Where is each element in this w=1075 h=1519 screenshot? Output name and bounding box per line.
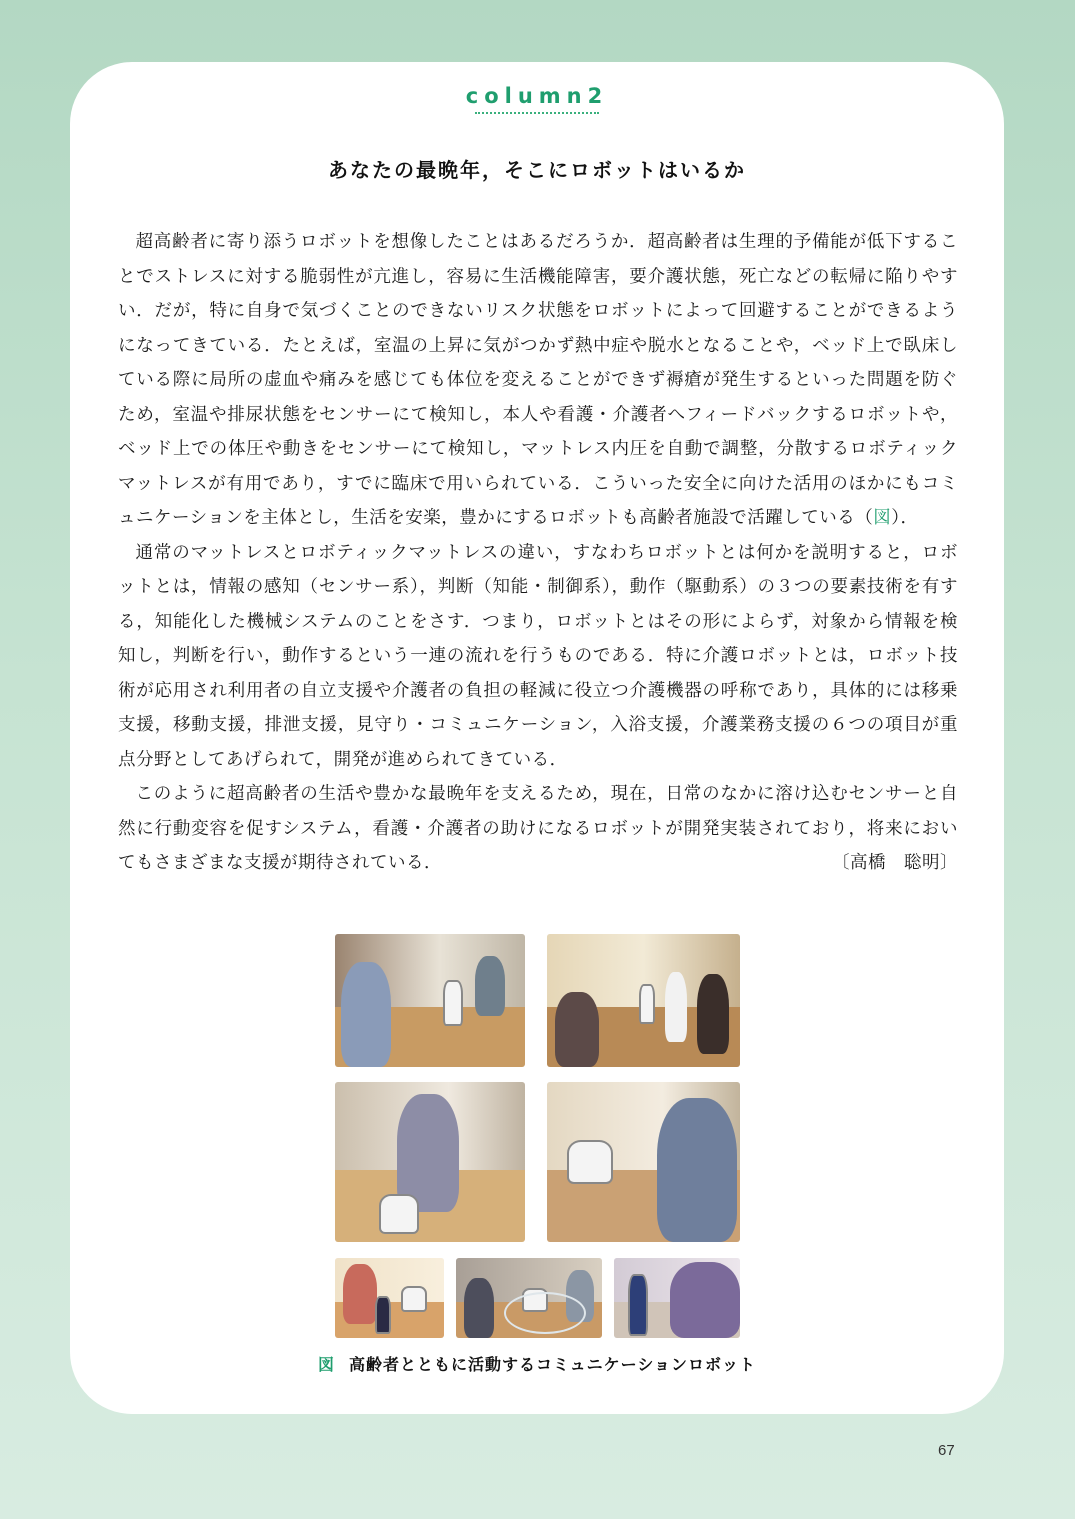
figure-reference-link[interactable]: 図: [873, 508, 892, 528]
article-body: [118, 225, 958, 881]
photo-group-robot-dog: [456, 1258, 602, 1338]
figure-caption-text: 高齢者とともに活動するコミュニケーションロボット: [348, 1355, 757, 1374]
figure-caption: [70, 1352, 1004, 1375]
photo-elder-robot-dog: [547, 1082, 740, 1242]
paragraph-3-text: このように超高齢者の生活や豊かな最晩年を支えるため，現在，日常のなかに溶け込むセンサーと自然に行動変容を促すシステム，看護・介護者の助けになるロボットが開発実装されており，将来においてもさまざまな支援が期待されている．: [118, 784, 958, 873]
column-label-underline: [475, 112, 599, 114]
page-number: 67: [938, 1442, 955, 1459]
author-signature: 〔高橋 聡明〕: [832, 853, 958, 873]
column-card: [70, 62, 1004, 1414]
article-title: あなたの最晩年，そこにロボットはいるか: [328, 158, 746, 182]
column-label: column2: [465, 84, 609, 108]
paragraph-2: 通常のマットレスとロボティックマットレスの違い，すなわちロボットとは何かを説明すると，ロボットとは，情報の感知（センサー系），判断（知能・制御系），動作（駆動系）の３つの要素技術を有する，知能化した機械システムのことをさす．つまり，ロボットとはその形によらず，対象から情報を検知し，判断を行い，動作するという一連の流れを行うものである．特に介護ロボットとは，ロボット技術が応用され利用者の自立支援や介護者の負担の軽減に役立つ介護機器の呼称であり，具体的には移乗支援，移動支援，排泄支援，見守り・コミュニケーション，入浴支援，介護業務支援の６つの項目が重点分野としてあげられて，開発が進められてきている．: [118, 542, 958, 770]
photo-robot-table-conversation: [335, 934, 525, 1067]
paragraph-1-end: ）．: [891, 508, 919, 528]
paragraph-3: [118, 777, 958, 881]
photo-robot-and-elder: [614, 1258, 740, 1338]
paragraph-1-text: 超高齢者に寄り添うロボットを想像したことはあるだろうか．超高齢者は生理的予備能が低下することでストレスに対する脆弱性が亢進し，容易に生活機能障害，要介護状態，死亡などの転帰に陥りやすい．だが，特に自身で気づくことのできないリスク状態をロボットによって回避することができるようになってきている．たとえば，室温の上昇に気がつかず熱中症や脱水となることや，ベッド上で臥床している際に局所の虚血や痛みを感じても体位を変えることができず褥瘡が発生するといった問題を防ぐため，室温や排尿状態をセンサーにて検知し，本人や看護・介護者へフィードバックするロボットや，ベッド上での体圧や動きをセンサーにて検知し，マットレス内圧を自動で調整，分散するロボティックマットレスが有用であり，すでに臨床で用いられている．こういった安全に向けた活用のほかにもコミュニケーションを主体とし，生活を安楽，豊かにするロボットも高齢者施設で活躍している（: [118, 232, 958, 528]
paragraph-1: [118, 225, 958, 536]
photo-child-robots: [335, 1258, 444, 1338]
photo-exercise-session: [547, 934, 740, 1067]
figure-label: 図: [317, 1355, 335, 1374]
photo-caregiver-robot-dog: [335, 1082, 525, 1242]
